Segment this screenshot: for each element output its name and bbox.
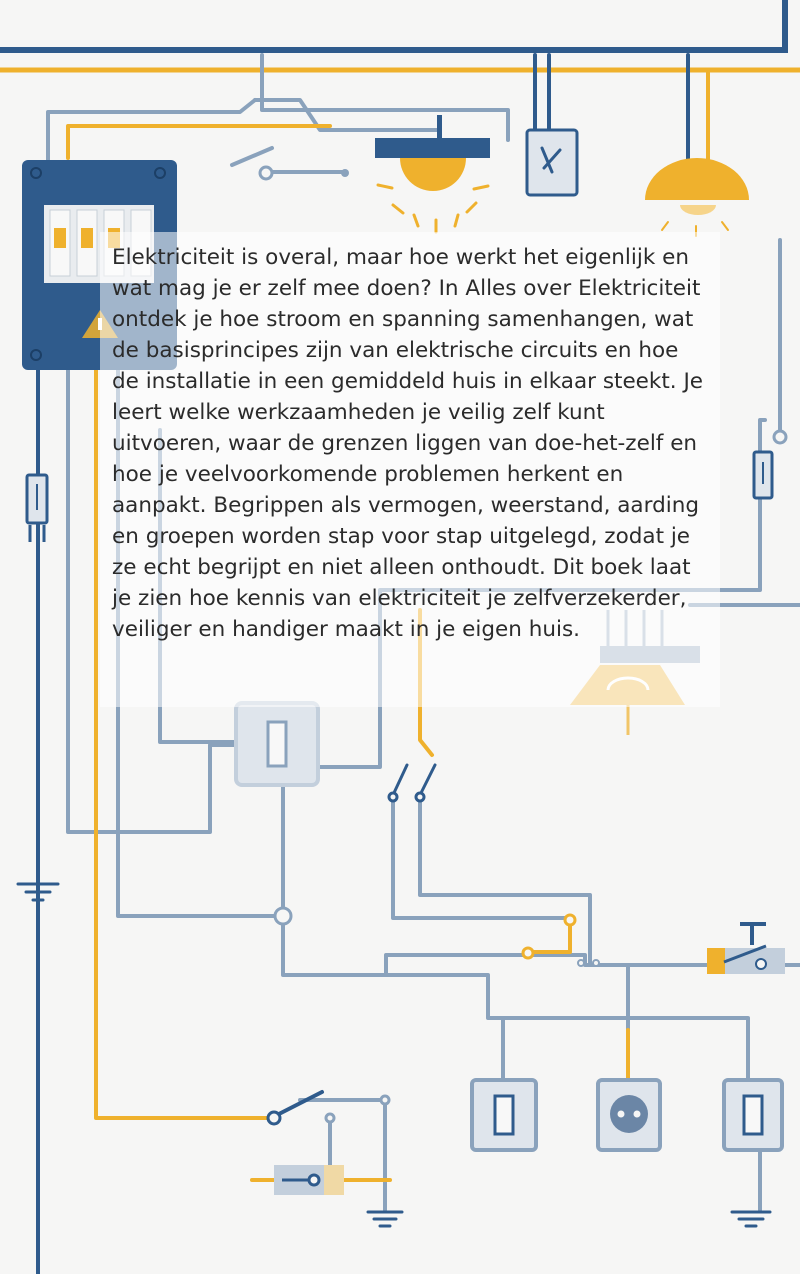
- ground-symbol-icon: [368, 1212, 402, 1226]
- relay-icon: [274, 1165, 344, 1195]
- light-switch-icon: [527, 130, 577, 195]
- light-switch-icon: [472, 1080, 536, 1150]
- light-switch-icon: [236, 703, 318, 785]
- main-supply-lines: [0, 0, 800, 70]
- ground-symbol-icon: [732, 1212, 770, 1226]
- double-switch-icon: [389, 765, 435, 801]
- ceiling-lamp-icon: [375, 115, 490, 232]
- description-text: Elektriciteit is overal, maar hoe werkt het eigenlijk en wat mag je er zelf mee doen? In Alles over Elektriciteit ontdek je hoe stroom en spanning samenhangen, wat de basisprincipes zijn van elektrische circuits en hoe de installatie in een gemiddeld huis in elkaar steekt. Je leert welke werkzaamheden je veilig zelf kunt uitvoeren, waar de grenzen liggen van doe-het-zelf en hoe je veelvoorkomende problemen herkent en aanpakt. Begrippen als vermogen, weerstand, aarding en groepen worden stap voor stap uitgelegd, zodat je ze echt begrijpt en niet alleen onthoudt. Dit boek laat je zien hoe kennis van elektriciteit je zelfverzekerder, veiliger en handiger maakt in je eigen huis.: [112, 245, 704, 642]
- pendant-lamp-icon: [645, 158, 749, 236]
- light-switch-icon: [724, 1080, 782, 1150]
- light-switch-icon: [268, 1092, 389, 1124]
- push-switch-icon: [707, 924, 785, 974]
- wall-socket-icon: [598, 1080, 660, 1150]
- light-switch-icon: [232, 148, 349, 179]
